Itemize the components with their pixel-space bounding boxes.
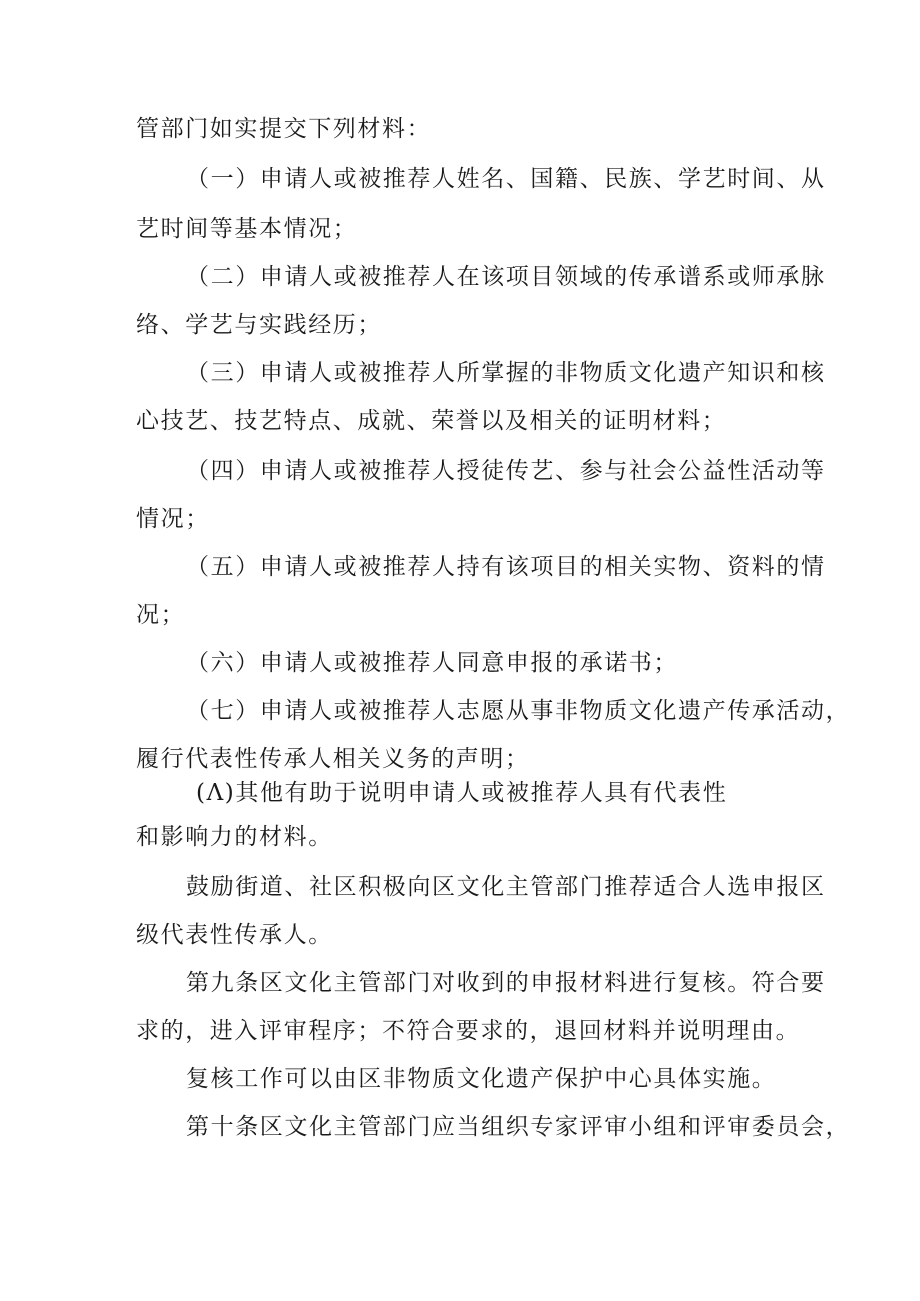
text-line: （三）申请人或被推荐人所掌握的非物质文化遗产知识和核 xyxy=(186,360,826,386)
text-line: 鼓励街道、社区积极向区文化主管部门推荐适合人选申报区 xyxy=(186,874,826,900)
text-line: （六）申请人或被推荐人同意申报的承诺书； xyxy=(186,650,678,676)
text-line: （一）申请人或被推荐人姓名、国籍、民族、学艺时间、从 xyxy=(186,166,826,192)
text-line: （五）申请人或被推荐人持有该项目的相关实物、资料的情 xyxy=(186,554,826,580)
text-line: (Λ)其他有助于说明申请人或被推荐人具有代表性 xyxy=(196,780,728,806)
text-line: （二）申请人或被推荐人在该项目领域的传承谱系或师承脉 xyxy=(186,264,826,290)
text-line: 和影响力的材料。 xyxy=(136,824,333,850)
text-line: 求的，进入评审程序；不符合要求的，退回材料并说明理由。 xyxy=(136,1018,801,1044)
text-line: 络、学艺与实践经历； xyxy=(136,312,382,338)
text-line: （四）申请人或被推荐人授徒传艺、参与社会公益性活动等 xyxy=(186,458,826,484)
text-line: （七）申请人或被推荐人志愿从事非物质文化遗产传承活动， xyxy=(186,698,851,724)
text-line: 艺时间等基本情况； xyxy=(136,216,358,242)
text-line: 情况； xyxy=(136,506,210,532)
text-line: 复核工作可以由区非物质文化遗产保护中心具体实施。 xyxy=(186,1066,777,1092)
text-line: 履行代表性传承人相关义务的声明； xyxy=(136,746,530,772)
text-line: 况； xyxy=(136,602,186,628)
text-line: 管部门如实提交下列材料： xyxy=(136,116,432,142)
text-line: 第九条区文化主管部门对收到的申报材料进行复核。符合要 xyxy=(186,970,826,996)
text-line: 级代表性传承人。 xyxy=(136,922,333,948)
text-line: 第十条区文化主管部门应当组织专家评审小组和评审委员会， xyxy=(186,1114,851,1140)
text-line: 心技艺、技艺特点、成就、荣誉以及相关的证明材料； xyxy=(136,408,727,434)
